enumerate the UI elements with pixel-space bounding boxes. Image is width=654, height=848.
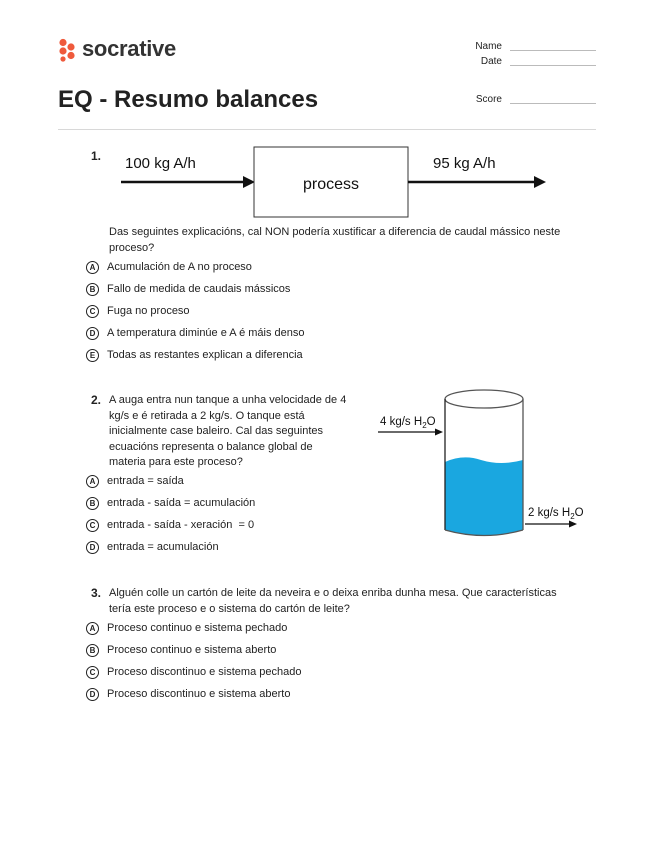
process-output-arrowhead (534, 176, 546, 188)
q2-option-d[interactable] (86, 538, 219, 556)
option-text: Proceso continuo e sistema pechado (107, 622, 288, 634)
question-1-text (109, 225, 560, 256)
q1-option-b[interactable] (86, 280, 290, 298)
question-3-line: Alguén colle un cartón de leite da neveira e o deixa enriba dunha mesa. Que características (109, 587, 557, 599)
process-input-arrowhead (243, 176, 255, 188)
q3-option-b[interactable] (86, 641, 276, 659)
option-text: Proceso continuo e sistema aberto (107, 644, 277, 656)
inflow-label: 4 kg/s $H_2O$ (380, 416, 436, 430)
tank-top-rim (445, 390, 523, 408)
option-text: Acumulación de A no proceso (107, 261, 252, 273)
q3-option-a[interactable] (86, 619, 287, 637)
option-text: entrada = saída (107, 475, 184, 487)
q3-option-d[interactable] (86, 685, 290, 703)
tank-diagram (375, 384, 600, 540)
q3-option-c[interactable] (86, 663, 301, 681)
q2-option-b[interactable] (86, 494, 255, 512)
process-output-label: 95 kg A/h (433, 155, 496, 172)
header-divider (58, 129, 596, 130)
option-letter: D (86, 327, 99, 340)
question-3-line: tería este proceso e o sistema do cartón de leite? (109, 602, 350, 615)
process-diagram (115, 145, 555, 221)
option-text: A temperatura diminúe e A é máis denso (107, 327, 305, 339)
option-letter: D (86, 541, 99, 554)
question-2-line: materia para este proceso? (109, 456, 243, 468)
score-label: Score (475, 94, 502, 105)
question-3-text (109, 586, 557, 617)
q2-option-c[interactable] (86, 516, 254, 534)
q1-option-c[interactable] (86, 302, 190, 320)
option-letter: D (86, 688, 99, 701)
brand-name: socrative (82, 36, 176, 61)
option-text: Fuga no proceso (107, 305, 190, 317)
option-text: entrada - saída = acumulación (107, 497, 256, 509)
option-letter: B (86, 283, 99, 296)
q1-option-a[interactable] (86, 258, 252, 276)
tank-water (445, 457, 523, 535)
process-input-label: 100 kg A/h (125, 155, 196, 172)
question-2-text (109, 393, 346, 471)
option-letter: C (86, 519, 99, 532)
q2-option-a[interactable] (86, 472, 184, 490)
option-text: entrada - saída - xeración = 0 (107, 519, 255, 531)
option-letter: B (86, 644, 99, 657)
option-letter: C (86, 305, 99, 318)
option-letter: A (86, 475, 99, 488)
question-1-line: Das seguintes explicacións, cal NON podería xustificar a diferencia de caudal mássico neste (109, 226, 561, 238)
question-2-number: 2. (91, 393, 102, 407)
question-1-line: proceso? (109, 241, 155, 254)
outflow-arrowhead (569, 521, 577, 528)
question-2-line: kg/s e é retirada a 2 kg/s. O tanque está (109, 409, 305, 422)
name-label: Name (475, 41, 502, 52)
option-letter: A (86, 622, 99, 635)
name-field[interactable] (510, 50, 596, 51)
score-field[interactable] (510, 103, 596, 104)
option-letter: C (86, 666, 99, 679)
question-2-line: ecuacións representa o balance global de (109, 440, 313, 453)
option-text: entrada = acumulación (107, 541, 219, 553)
outflow-label: 2 kg/s $H_2O$ (528, 507, 584, 521)
option-text: Proceso discontinuo e sistema pechado (107, 666, 302, 678)
process-box-label: process (302, 176, 360, 193)
option-text: Proceso discontinuo e sistema aberto (107, 688, 291, 700)
option-letter: B (86, 497, 99, 510)
inflow-arrowhead (435, 429, 443, 436)
page-title: EQ - Resumo balances (58, 86, 319, 113)
option-text: Fallo de medida de caudais mássicos (107, 283, 291, 295)
option-text: Todas as restantes explican a diferencia (107, 349, 303, 361)
question-3-number: 3. (91, 586, 102, 600)
q1-option-d[interactable] (86, 324, 305, 342)
date-label: Date (480, 56, 502, 67)
question-2-line: inicialmente case baleiro. Cal das seguintes (109, 425, 324, 437)
option-letter: E (86, 349, 99, 362)
date-field[interactable] (510, 65, 596, 66)
q1-option-e[interactable] (86, 346, 303, 364)
question-1-number: 1. (91, 149, 102, 163)
socrative-logo-icon (57, 38, 79, 62)
option-letter: A (86, 261, 99, 274)
question-2-line: A auga entra nun tanque a unha velocidade de 4 (109, 394, 347, 406)
